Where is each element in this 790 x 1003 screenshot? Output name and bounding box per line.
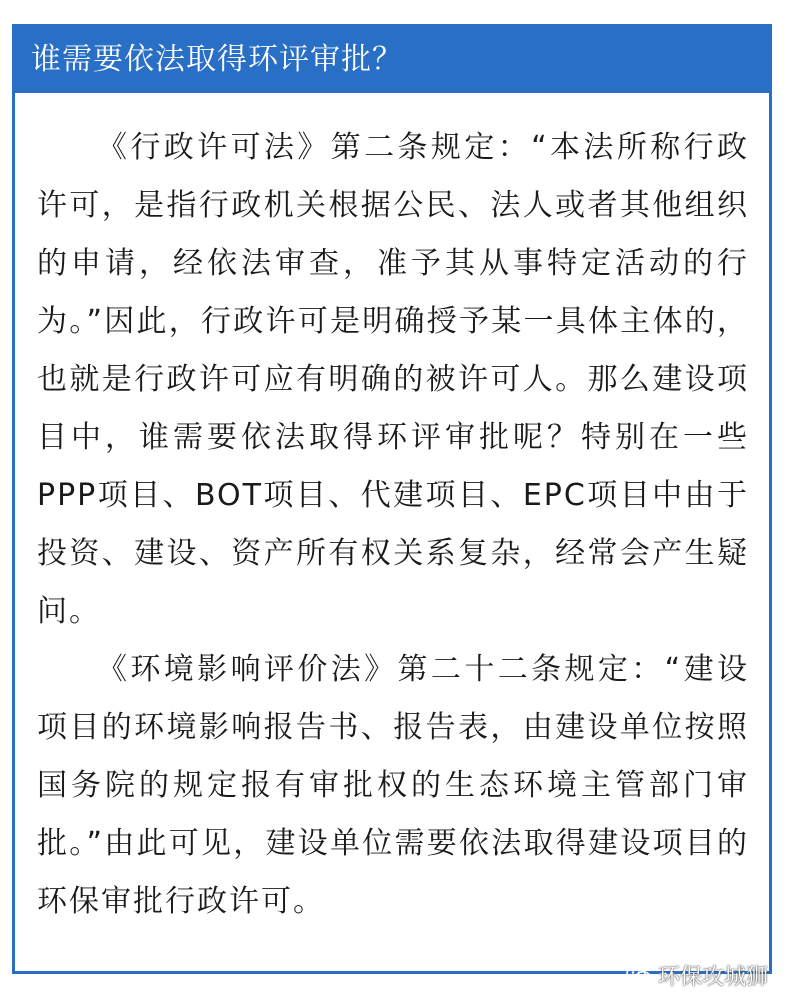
wechat-icon [626,965,652,987]
watermark [626,960,768,991]
watermark-text: 环保攻城狮 [657,965,768,990]
article-body [37,119,749,931]
paragraph-administrative-license-law: 《行政许可法》第二条规定：“本法所称行政许可，是指行政机关根据公民、法人或者其他组织的申请，经依法审查，准予其从事特定活动的行为。”因此，行政许可是明确授予某一具体主体的，也就是行政许可应有明确的被许可人。那么建设项目中，谁需要依法取得环评审批呢？特别在一些PPP项目、BOT项目、代建项目、EPC项目中由于投资、建设、资产所有权关系复杂，经常会产生疑问。 [37,130,749,629]
paragraph-eia-law: 《环境影响评价法》第二十二条规定：“建设项目的环境影响报告书、报告表，由建设单位按照国务院的规定报有审批权的生态环境主管部门审批。”由此可见，建设单位需要依法取得建设项目的环保审批行政许可。 [37,652,749,919]
section-title: 谁需要依法取得环评审批？ [15,27,769,93]
article-card [12,24,772,974]
